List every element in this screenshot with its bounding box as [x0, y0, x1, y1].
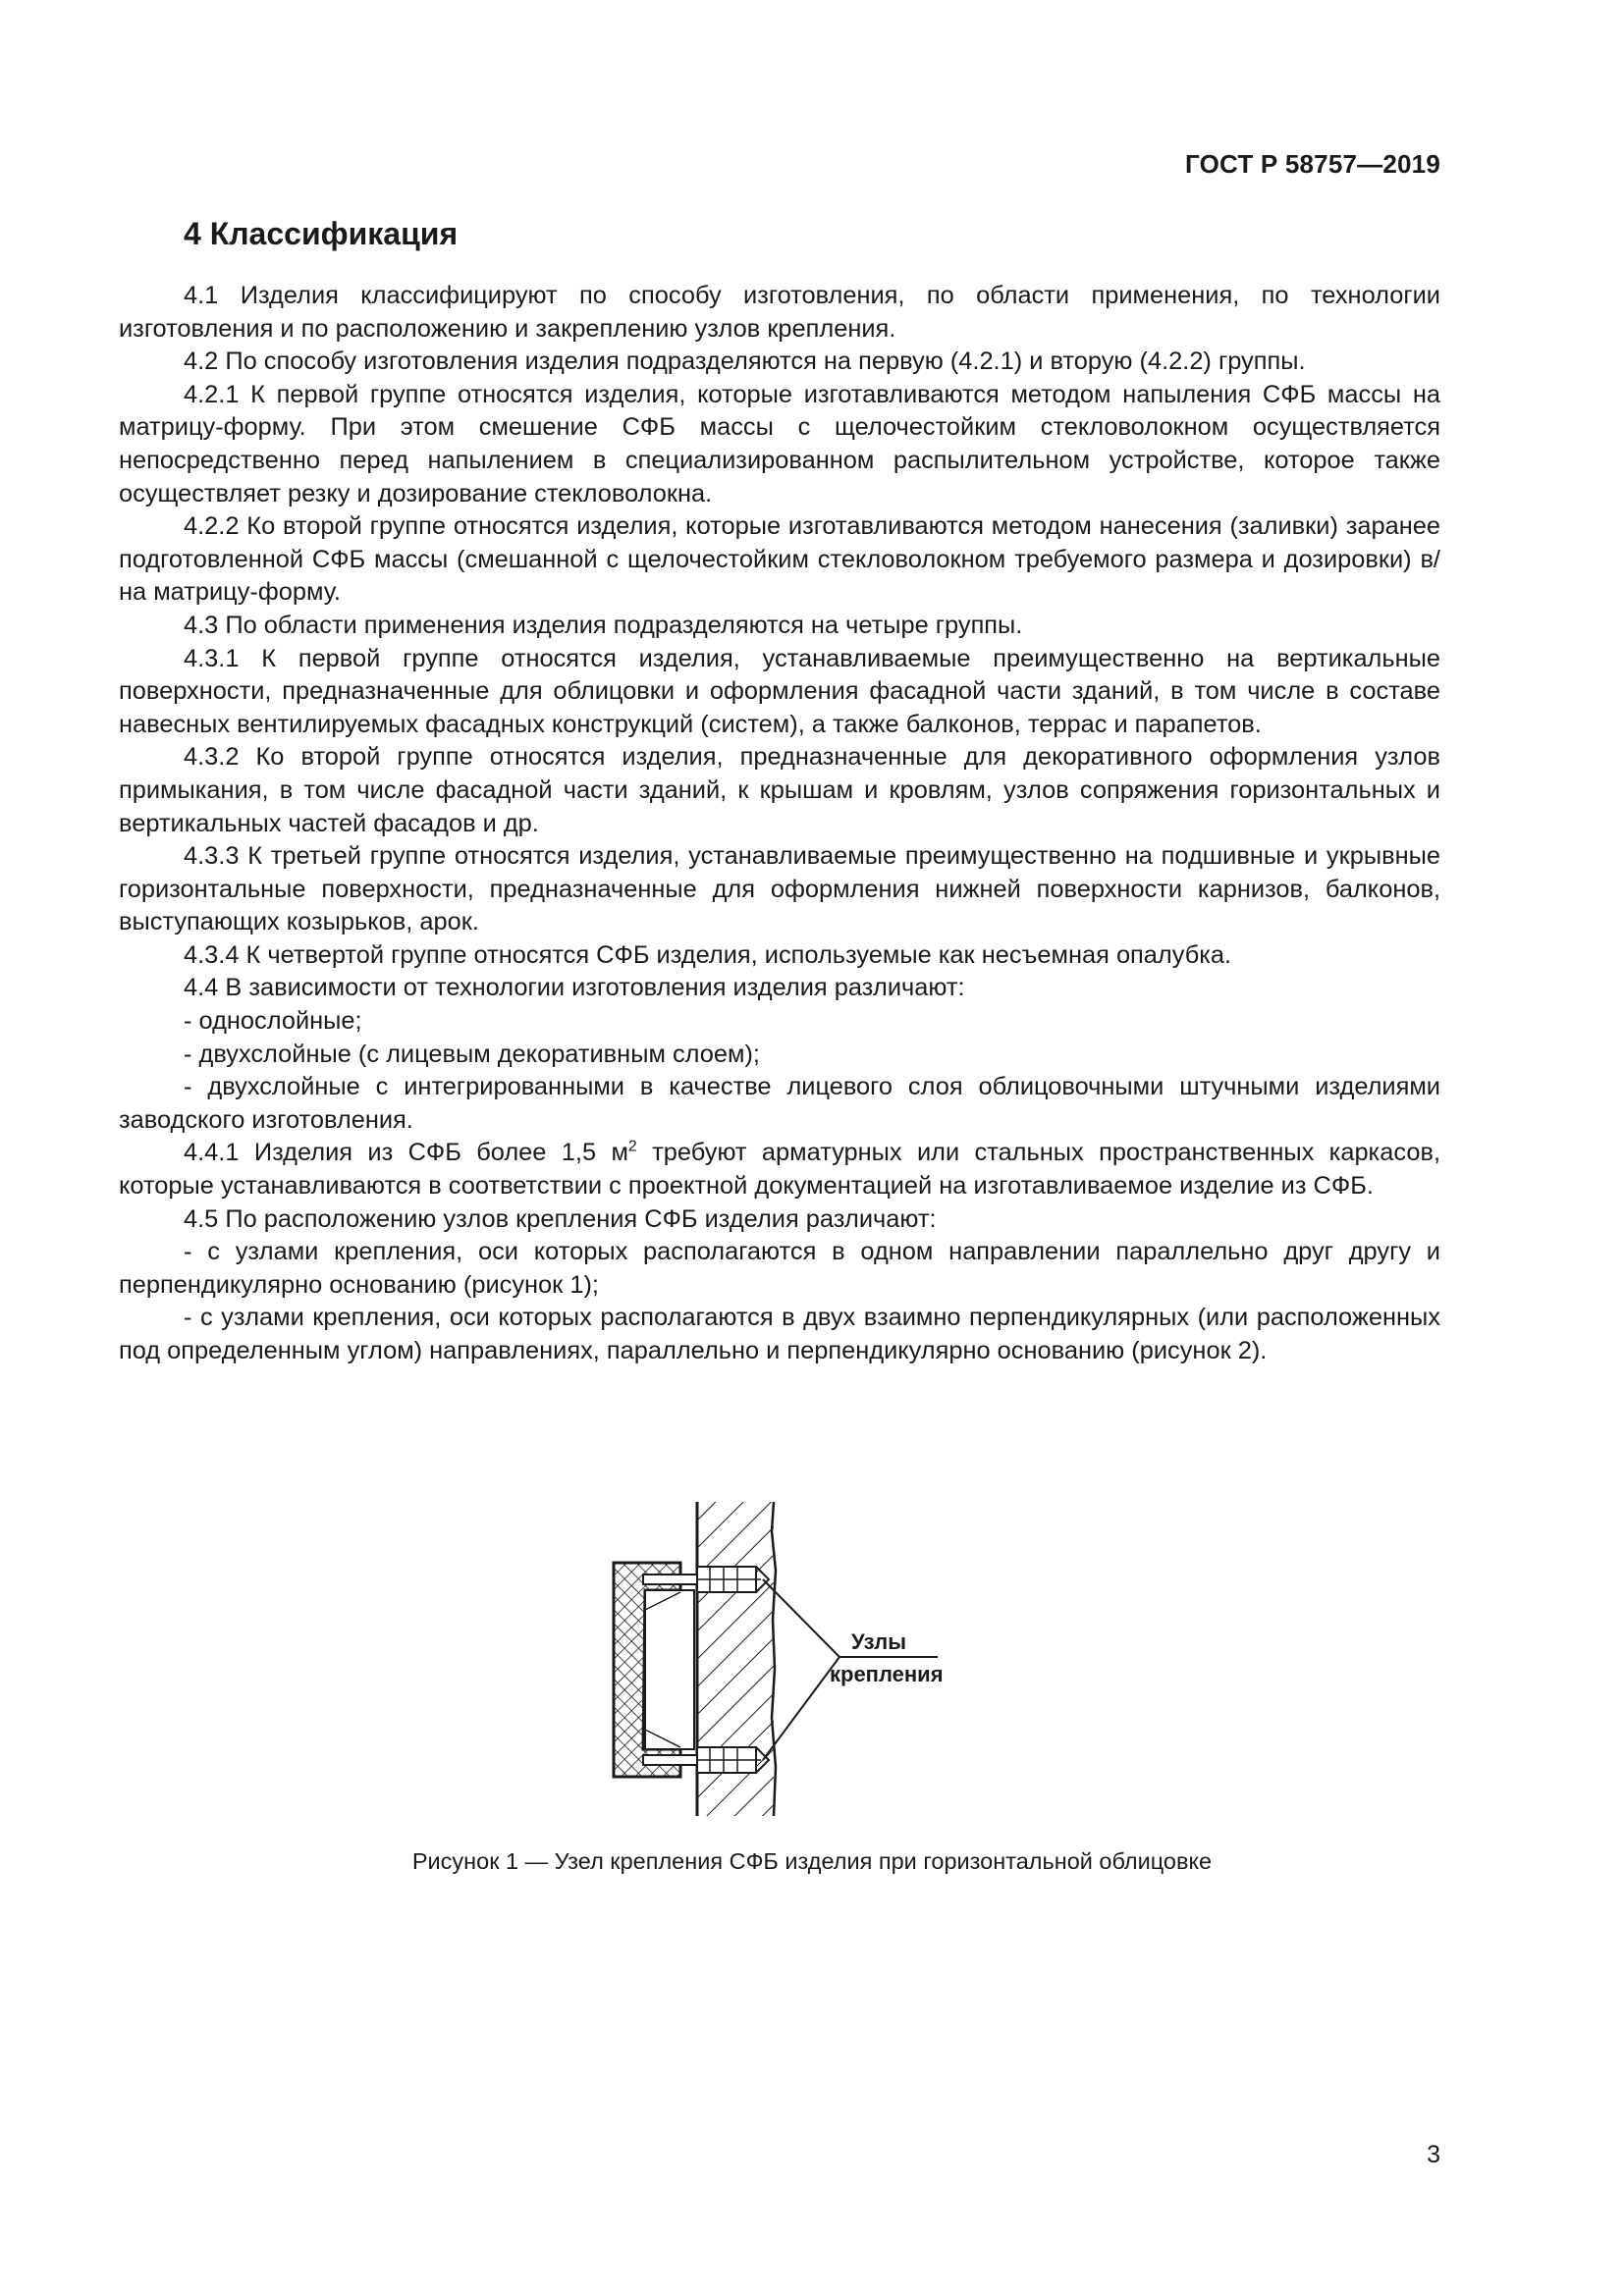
paragraph-4-2-2: 4.2.2 Ко второй группе относятся изделия, которые изготавливаются методом нанесения (заливки) заранее подготовленной СФБ массы (смешанной с щелочестойким стекловолокном требуемого размера и дозировки) в/на матрицу-форму. — [119, 512, 1440, 607]
paragraph-4-3: 4.3 По области применения изделия подразделяются на четыре группы. — [184, 611, 1023, 639]
paragraph-4-4-1-start: 4.4.1 Изделия из СФБ более 1,5 м — [184, 1139, 628, 1167]
figure-label-line1: Узлы — [851, 1629, 906, 1654]
paragraph-4-4-1-end: требуют арматурных или стальных пространственных каркасов, которые устанавливаются в соответствии с проектной документацией на изготавливаемое изделие из СФБ. — [119, 1139, 1440, 1201]
paragraph-4-3-1: 4.3.1 К первой группе относятся изделия, устанавливаемые преимущественно на вертикальные поверхности, предназначенные для облицовки и оформления фасадной части зданий, в том числе в составе навесных вентилируемых фасадных конструкций (систем), а также балконов, террас и парапетов. — [119, 644, 1440, 738]
list-item-two-layer-integrated: - двухслойные с интегрированными в качестве лицевого слоя облицовочными штучными изделиями заводского изготовления. — [119, 1073, 1440, 1134]
figure-caption: Рисунок 1 — Узел крепления СФБ изделия при горизонтальной облицовке — [411, 1848, 1213, 1874]
figure-label-line2: крепления — [830, 1662, 944, 1686]
list-item-perpendicular: - с узлами крепления, оси которых располагаются в двух взаимно перпендикулярных (или расположенных под определенным углом) направлениях, параллельно и перпендикулярно основанию (рисунок 2). — [119, 1304, 1440, 1364]
section-title: 4 Классификация — [184, 216, 459, 251]
figure-1-drawing — [604, 1502, 997, 1816]
paragraph-4-1: 4.1 Изделия классифицируют по способу изготовления, по области применения, по технологии изготовления и по расположению и закреплению узлов крепления. — [119, 282, 1440, 343]
paragraph-4-3-4: 4.3.4 К четвертой группе относятся СФБ изделия, используемые как несъемная опалубка. — [184, 940, 1232, 969]
paragraph-4-4-1 — [119, 1137, 1440, 1202]
gost-header: ГОСТ Р 58757—2019 — [1185, 149, 1440, 179]
paragraph-4-3-2: 4.3.2 Ко второй группе относятся изделия, предназначенные для декоративного оформления узлов примыкания, в том числе фасадной части зданий, к крышам и кровлям, узлов сопряжения горизонтальных и вертикальных частей фасадов и др. — [119, 743, 1440, 837]
list-item-single-layer: - однослойные; — [184, 1007, 362, 1036]
paragraph-4-5: 4.5 По расположению узлов крепления СФБ изделия различают: — [184, 1204, 937, 1233]
page-number: 3 — [1427, 2141, 1440, 2168]
list-item-two-layer: - двухслойные (с лицевым декоративным слоем); — [184, 1040, 760, 1068]
list-item-parallel: - с узлами крепления, оси которых располагаются в одном направлении параллельно друг другу и перпендикулярно основанию (рисунок 1); — [119, 1238, 1440, 1299]
paragraph-4-3-3: 4.3.3 К третьей группе относятся изделия, устанавливаемые преимущественно на подшивные и укрывные горизонтальные поверхности, предназначенные для оформления нижней поверхности карнизов, балконов, выступающих козырьков, арок. — [119, 842, 1440, 936]
facing-panel — [614, 1563, 694, 1777]
section-content — [119, 214, 1440, 1368]
paragraph-4-2-1: 4.2.1 К первой группе относятся изделия, которые изготавливаются методом напыления СФБ массы на матрицу-форму. При этом смешение СФБ массы с щелочестойким стекловолокном осуществляется непосредственно перед напылением в специализированном распылительном устройстве, которое также осуществляет резку и дозирование стекловолокна. — [119, 380, 1440, 507]
superscript-2: 2 — [627, 1138, 637, 1155]
paragraph-4-4: 4.4 В зависимости от технологии изготовления изделия различают: — [184, 974, 965, 1002]
paragraph-4-2: 4.2 По способу изготовления изделия подразделяются на первую (4.2.1) и вторую (4.2.2) группы. — [184, 347, 1306, 376]
